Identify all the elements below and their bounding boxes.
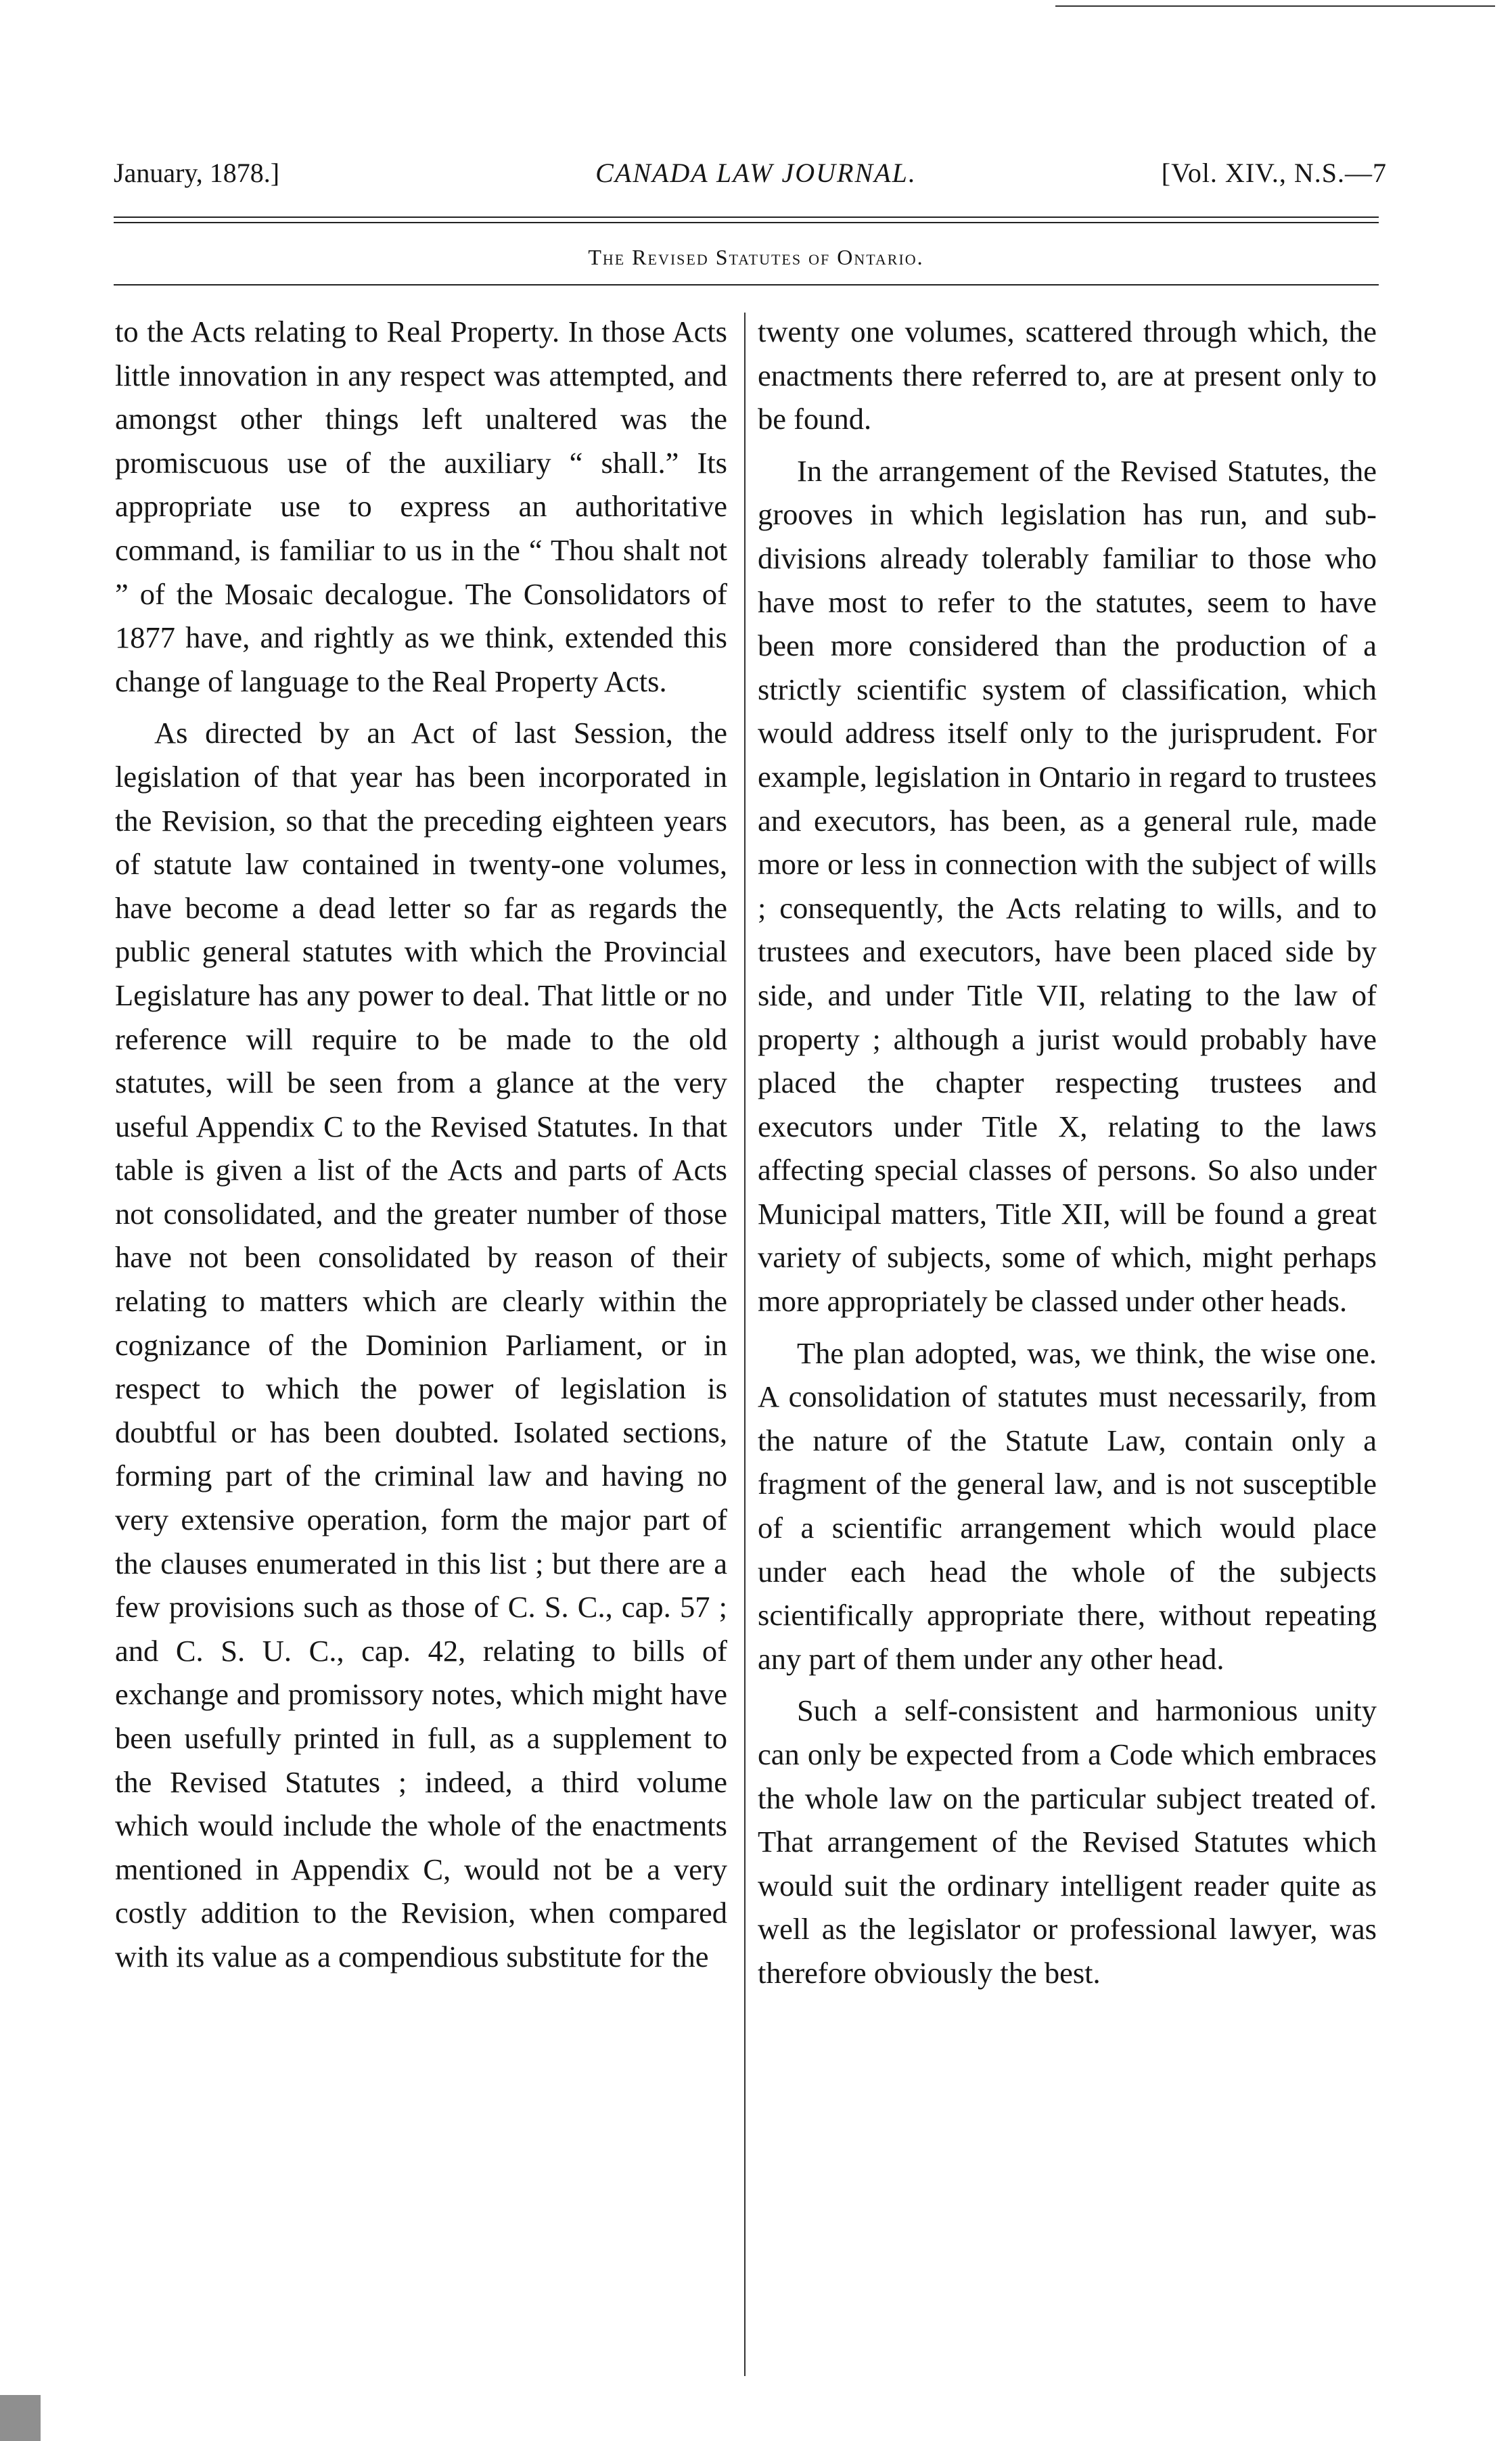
left-paragraph-1: to the Acts relating to Real Property. In those Acts little innovation in any respect was attempted, and amongst other things left unaltered was the promiscuous use of the auxiliary “ shall.” Its appropriate use to express an authoritative command, is familiar to us in the “ Thou shalt not ” of the Mosaic decalogue. The Consolidators of 1877 have, and rightly as we think, extended this change of language to the Real Property Acts. [115,315,727,698]
section-title: The Revised Statutes of Ontario. [588,245,924,269]
header-rule-top [114,216,1379,218]
right-paragraph-2: In the arrangement of the Revised Statutes, the grooves in which legislation has run, and sub-divisions already tolerably familiar to those who have most to refer to the statutes, seem to have been more considered than the production of a strictly scientific system of classification, which would address itself only to the jurisprudent. For example, legislation in Ontario in regard to trustees and executors, has been, as a general rule, made more or less in connection with the subject of wills ; consequently, the Acts relating to wills, and to trustees and executors, have been placed side by side, and under Title VII, relating to the law of property ; although a jurist would probably have placed the chapter respecting trustees and executors under Title X, relating to the laws affecting special classes of persons. So also under Municipal matters, Title XII, will be found a great variety of subjects, some of which, might perhaps more appropriately be classed under other heads. [758,453,1377,1319]
top-edge-line [1055,5,1495,7]
header-volume: [Vol. XIV., N.S.—7 [1161,158,1387,188]
column-divider [744,313,746,2376]
header-rule-bottom [114,222,1379,223]
header-date: January, 1878.] [114,158,280,188]
header-journal-title: CANADA LAW JOURNAL. [595,158,917,188]
scan-edge-mark [0,2395,41,2441]
left-column [115,310,727,1979]
right-paragraph-1: twenty one volumes, scattered through which, the enactments there referred to, are at present only to be found. [758,315,1377,436]
section-title-rule [114,284,1379,286]
left-paragraph-2: As directed by an Act of last Session, the legislation of that year has been incorporated in the Revision, so that the preceding eighteen years of statute law contained in twenty-one volumes, have become a dead letter so far as regards the public general statutes with which the Provincial Legislature has any power to deal. That little or no reference will require to be made to the old statutes, will be seen from a glance at the very useful Appendix C to the Revised Statutes. In that table is given a list of the Acts and parts of Acts not consolidated, and the greater number of those have not been consolidated by reason of their relating to matters which are clearly within the cognizance of the Dominion Parliament, or in respect to which the power of legislation is doubtful or has been doubted. Isolated sections, forming part of the criminal law and having no very extensive operation, form the major part of the clauses enumerated in this list ; but there are a few provisions such as those of C. S. C., cap. 57 ; and C. S. U. C., cap. 42, relating to bills of exchange and promissory notes, which might have been usefully printed in full, as a supplement to the Revised Statutes ; indeed, a third volume which would include the whole of the enactments mentioned in Appendix C, would not be a very costly addition to the Revision, when compared with its value as a compendious substitute for the [115,716,727,1974]
right-paragraph-4: Such a self-consistent and harmonious unity can only be expected from a Code which embraces the whole law on the particular subject treated of. That arrangement of the Revised Statutes which would suit the ordinary intelligent reader quite as well as the legislator or professional lawyer, was therefore obviously the best. [758,1693,1377,1990]
right-column [758,310,1377,1995]
right-paragraph-3: The plan adopted, was, we think, the wise one. A consolidation of statutes must necessarily, from the nature of the Statute Law, contain only a fragment of the general law, and is not susceptible of a scientific arrangement which would place under each head the whole of the subjects scientifically appropriate there, without repeating any part of them under any other head. [758,1336,1377,1676]
